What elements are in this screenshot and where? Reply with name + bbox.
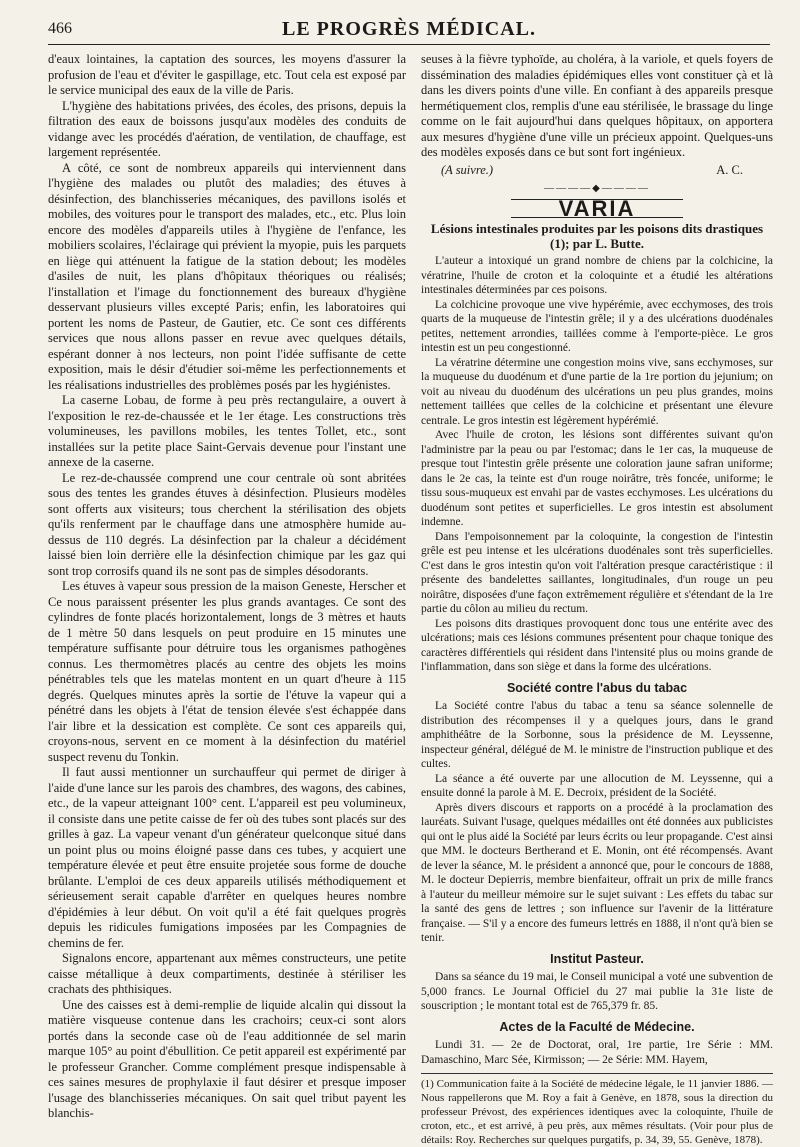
left-paragraph: Les étuves à vapeur sous pression de la maison Geneste, Herscher et Ce nous paraissent présenter les plus grands avantages. Ce sont des cylindres de fonte placés horizontalement, longs de 3 mètres et hauts de 1 mètre 50 dans lesquels on peut produire en 15 minutes une température suffisante pour détruire tous les organismes pathogènes connus. Les thermomètres placés au centre des objets les moins pénétrables tels que les matelas montent en un quart d'heure à 115 degrés. Quelques minutes après la sortie de l'étuve la vapeur qui a pénétré dans les objets à l'état de tension élevée s'est échappée dans l'air libre et la dessication est complète. Ce sont ces appareils qui, croyons-nous, servent en ce moment à la désinfection du matériel suspect revenu du Tonkin. (48, 579, 406, 764)
left-paragraph: L'hygiène des habitations privées, des écoles, des prisons, depuis la filtration des eaux de boissons jusqu'aux modèles des conduits de vidange avec les procédés d'aération, de ventilation, de chauffage, est largement représentée. (48, 98, 406, 159)
left-paragraph: d'eaux lointaines, la captation des sources, les moyens d'assurer la profusion de l'eau et d'éviter le gaspillage, etc. Tout cela est exposé par le service municipal des eaux de la ville de Paris. (48, 52, 406, 97)
article-paragraph: Dans l'empoisonnement par la coloquinte, la congestion de l'intestin grêle est peu intense et les ulcérations duodénales sont très superficielles. C'est dans le gros intestin qu'on voit l'altération presque caractéristique : il présente des bandelettes saillantes, longitudinales, d'un rouge un peu noirâtre, disposées d'une façon extrêmement régulière et s'étendant de la 1re partie du côlon au milieu du rectum. (421, 530, 773, 615)
article-body (421, 699, 773, 946)
article-paragraph: Lundi 31. — 2e de Doctorat, oral, 1re partie, 1re Série : MM. Damaschino, Marc Sée, Kirmisson; — 2e Série: MM. Hayem, (421, 1039, 773, 1066)
left-column (48, 52, 406, 1120)
article-paragraph: La colchicine provoque une vive hypérémie, avec ecchymoses, des trois quarts de la muqueuse de l'intestin grêle; il y a des ulcérations duodénales petites, nettement arrondies, taillées comme à l'emporte-pièce. Le gros intestin est un peu congestionné. (421, 298, 773, 354)
left-paragraph: Le rez-de-chaussée comprend une cour centrale où sont abritées sous des tentes les grandes étuves à désinfection. Plusieurs modèles sont offerts aux visiteurs; tous cherchent la stérilisation des objets qu'ils renferment par le chauffage dans une atmosphère humide au-dessus de 110 degrés. La désinfection par la chaleur a décidément laissé bien loin derrière elle la désinfection chimique par les gaz qui sont trop corrosifs quand ils ne sont pas de simples désodorants. (48, 470, 406, 578)
journal-title: LE PROGRÈS MÉDICAL. (281, 18, 537, 40)
article-paragraph: La vératrine détermine une congestion moins vive, sans ecchymoses, sur la muqueuse du duodénum et d'une partie de la 1re portion du jejunium; on voit au niveau du duodénum des ulcérations un peu plus grandes, moins nettement taillées que celles de la colchicine et présentant une élevure centrale. Le gros intestin est légèrement hypérémié. (421, 356, 773, 427)
article-title: Lésions intestinales produites par les poisons dits drastiques (1); par L. Butte. (430, 221, 764, 251)
article-paragraph: Dans sa séance du 19 mai, le Conseil municipal a voté une subvention de 5,000 francs. Le Journal Officiel du 27 mai publie la 31e liste de souscription ; le montant total est de 765,379 fr. 85. (421, 971, 773, 1012)
article-signoff (421, 161, 773, 179)
left-paragraph: La caserne Lobau, de forme à peu près rectangulaire, a ouvert à l'exposition le rez-de-chaussée et le 1er étage. Les constructions très volumineuses, les pavillons mobiles, les tentes Tollet, etc., sont installées sur la petite place Saint-Gervais devenue pour l'instant une annexe de la caserne. (48, 393, 406, 469)
author-initials: A. C. (716, 162, 743, 177)
article-title: Société contre l'abus du tabac (506, 680, 688, 695)
left-paragraph: Il faut aussi mentionner un surchauffeur qui permet de diriger à l'aide d'une lance sur les parois des chambres, des wagons, des cabines, etc., de la vapeur atteignant 100° cent. L'appareil est peu volumineux, il consiste dans une petite caisse de fer où des tubes sont placés sur des grilles à gaz. La vapeur venant d'un générateur quelconque situé dans un point plus ou moins éloigné passe dans ces tubes, y acquiert une température élevée et peut être ensuite projetée sous forme de douche brûlante. L'emploi de ces deux appareils utilisés méthodiquement et sérieusement serait capable d'arrêter en quelques heures nombre d'épidémies à leur début. On voit qu'il a été fait quelques progrès depuis les ridicules fumigations imposées par les Compagnies de chemins de fer. (48, 765, 406, 950)
left-paragraph: A côté, ce sont de nombreux appareils qui interviennent dans l'hygiène des malades ou plutôt des maladies; des étuves à désinfection, des blanchisseries mécaniques, des pavillons isolés et mobiles, des voitures pour le transport des malades, etc., etc. Plus loin encore des modèles d'appareils utiles à l'hygiène de l'enfance, les mobiliers scolaires, l'éclairage qui prévient la myopie, puis les parquets en liège qui atténuent la fatigue de la station debout; les modèles d'asiles de nuit, les plans d'hôpitaux théoriques ou réalisés; l'installation et l'image du fonctionnement des bureaux d'hygiène desservant plusieurs villes excepté Paris; enfin, les laboratoires qui portent les noms de Pasteur, de Gautier, etc. Ce sont ces différents services que nous allons passer en revue avec quelques détails, espérant donner à nos lecteurs, non point l'idée suffisante de cette exposition, mais le désir d'étudier soi-même les perfectionnements et les réalisations industrielles des problèmes posés par les hygiénistes. (48, 160, 406, 392)
ornamental-rule: ————◆———— (544, 183, 650, 194)
article-paragraph: Avec l'huile de croton, les lésions sont différentes suivant qu'on l'administre par la peau ou par l'estomac; dans le 1er cas, la muqueuse de presque tout l'intestin grêle présente une coloration jaune safran uniforme; dans le 2e cas, la teinte est d'un rouge noirâtre, très foncée, uniforme; le tissu sous-muqueux est envahi par de vastes ecchymoses. Les ulcérations du duodénum sont petites et superficielles. Le gros intestin est absolument indemne. (421, 429, 773, 528)
article-paragraph: La séance a été ouverte par une allocution de M. Leyssenne, qui a ensuite donné la parole à M. E. Decroix, président de la Société. (421, 772, 773, 799)
article-title: Actes de la Faculté de Médecine. (499, 1019, 695, 1034)
article-body (421, 970, 773, 1014)
to-follow-note: (A suivre.) (441, 162, 494, 177)
footnote: (1) Communication faite à la Société de médecine légale, le 11 janvier 1886. — Nous rappellerons que M. Roy a fait à Genève, en 1878, sous la direction du professeur Prévost, des expériences identiques avec la coloquinte, l'huile de croton, etc., et est arrivé, à peu près, aux mêmes résultats. (Voir pour plus de détails: Roy. Recherches sur quelques purgatifs, p. 34, 39, 55. Genève, 1878). (421, 1073, 773, 1147)
article-body (421, 254, 773, 675)
page-number: 466 (48, 20, 72, 37)
left-paragraph: Une des caisses est à demi-remplie de liquide alcalin qui dissout la matière visqueuse contenue dans les crachoirs; ceux-ci sont alors portés dans la seconde case où de l'eau additionnée de sel marin marque 105° au point d'ébullition. Ce petit appareil est expérimenté par le professeur Grancher. Comme complément presque indispensable à ces saines mesures de prophylaxie il faut désirer et presque imposer l'usage des blanchisseries mécaniques. On sait quel tribut payent les blanchis- (48, 997, 406, 1120)
article-title: Institut Pasteur. (550, 951, 644, 966)
right-column (421, 52, 773, 1146)
article-paragraph: Après divers discours et rapports on a procédé à la proclamation des lauréats. Suivant l'usage, quelques médailles ont été données aux publicistes qui ont le plus aidé la Société par leurs écrits ou leur propagande. C'est ainsi que MM. le docteurs Bertherand et E. Monin, ont été récompensés. Avant de lever la séance, M. le président a annoncé que, pour le concours de 1888, M. le docteur Depierris, membre bienfaiteur, offrait un prix de mille francs à l'auteur du meilleur mémoire sur le sujet suivant : Les effets du tabac sur la santé des gens de lettres ; son influence sur l'avenir de la littérature française. — S'il y a encore des fumeurs lettrés en 1888, il n'ont qu'à bien se tenir. (421, 801, 773, 944)
continuation-paragraph: seuses à la fièvre typhoïde, au choléra, à la variole, et quels foyers de dissémination des maladies épidémiques elles vont constituer çà et là dans les divers points d'une ville. En confiant à des appareils presque hermétiquement clos, remplis d'une eau stérilisée, le brassage du linge comme on le fait aujourd'hui dans quelques hôpitaux, on apportera aux mesures d'hygiène d'une ville un précieux appoint. Quelques-uns des modèles exposés dans ce but sont fort ingénieux. (421, 52, 773, 159)
article-body (421, 1038, 773, 1067)
article-paragraph: L'auteur a intoxiqué un grand nombre de chiens par la colchicine, la vératrine, l'huile de croton et la coloquinte et a étudié les altérations intestinales déterminées par ces poisons. (421, 255, 773, 296)
article-paragraph: Les poisons dits drastiques provoquent donc tous une entérite avec des ulcérations; mais ces lésions communes présentent pour chaque tonique des caractères différentiels qui résident dans l'intensité plus ou moins grande de l'inflammation, dans son siège et dans la forme des ulcérations. (421, 617, 773, 673)
left-paragraph: Signalons encore, appartenant aux mêmes constructeurs, une petite caisse métallique à deux compartiments, destinée à stériliser les crachats des phthisiques. (48, 951, 406, 996)
article-paragraph: La Société contre l'abus du tabac a tenu sa séance solennelle de distribution des récompenses il y a quelques jours, dans le grand amphithéâtre de la Sorbonne, sous la présidence de M. Leyssenne, inspecteur général, délégué de M. le ministre de l'instruction publique et des cultes. (421, 700, 773, 770)
page-header (48, 18, 770, 45)
section-heading-varia: VARIA (511, 199, 683, 219)
